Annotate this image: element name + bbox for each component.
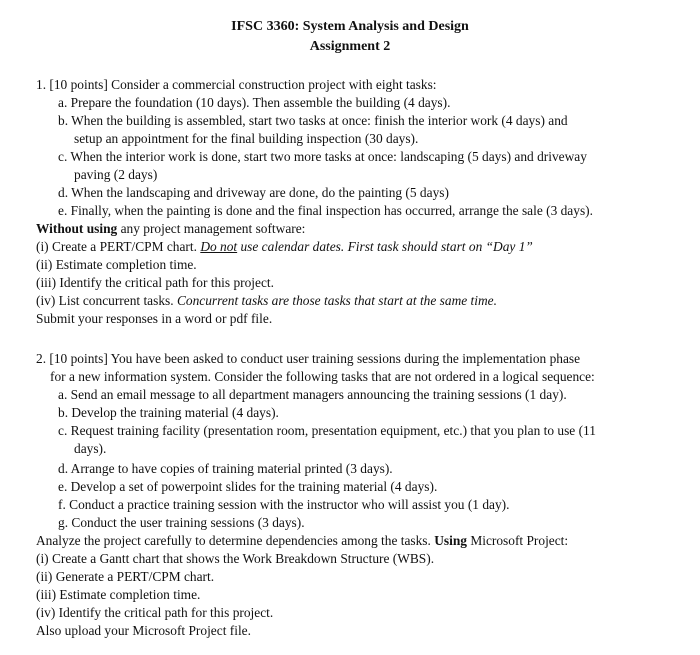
task-iv-italic: Concurrent tasks are those tasks that start at the same time.: [176, 293, 497, 308]
q2-task-i: (i) Create a Gantt chart that shows the Work Breakdown Structure (WBS).: [36, 551, 435, 566]
q2-item-d: d. Arrange to have copies of training material printed (3 days).: [58, 461, 393, 476]
q1-submit: Submit your responses in a word or pdf file.: [36, 311, 273, 326]
q2-item-g: g. Conduct the user training sessions (3 days).: [58, 515, 305, 530]
q2-task-iii: (iii) Estimate completion time.: [36, 587, 201, 602]
q2-item-c-cont: days).: [74, 441, 107, 456]
q2-item-f: f. Conduct a practice training session with the instructor who will assist you (1 day).: [58, 497, 510, 512]
task-i-italic: use calendar dates. First task should start on “Day 1”: [237, 239, 533, 254]
analyze-prefix: Analyze the project carefully to determine dependencies among the tasks.: [36, 533, 435, 548]
q1-task-ii: (ii) Estimate completion time.: [36, 257, 197, 272]
do-not-underlined: Do not: [200, 239, 238, 254]
q2-task-ii: (ii) Generate a PERT/CPM chart.: [36, 569, 215, 584]
analyze-using-bold: Using: [434, 533, 467, 548]
q1-without-using: [36, 220, 305, 238]
q1-intro: 1. [10 points] Consider a commercial construction project with eight tasks:: [36, 77, 437, 92]
task-iv-prefix: (iv) List concurrent tasks.: [36, 293, 177, 308]
course-title: IFSC 3360: System Analysis and Design: [231, 19, 469, 34]
q2-task-iv: (iv) Identify the critical path for this project.: [36, 605, 274, 620]
q2-intro: 2. [10 points] You have been asked to conduct user training sessions during the implementation phase: [36, 351, 581, 366]
q1-item-c-cont: paving (2 days): [74, 167, 158, 182]
q1-item-b-cont: setup an appointment for the final building inspection (30 days).: [74, 131, 419, 146]
q2-upload: Also upload your Microsoft Project file.: [36, 623, 251, 638]
q2-intro-cont: for a new information system. Consider the following tasks that are not ordered in a logical sequence:: [50, 369, 595, 384]
q2-item-e: e. Develop a set of powerpoint slides for the training material (4 days).: [58, 479, 438, 494]
analyze-rest: Microsoft Project:: [466, 533, 569, 548]
without-using-bold: Without using: [36, 221, 118, 236]
q1-item-d: d. When the landscaping and driveway are done, do the painting (5 days): [58, 185, 449, 200]
q1-item-c: c. When the interior work is done, start two more tasks at once: landscaping (5 days) and driveway: [58, 149, 587, 164]
q2-item-a: a. Send an email message to all department managers announcing the training sessions (1 day).: [58, 387, 567, 402]
without-using-rest: any project management software:: [117, 221, 306, 236]
task-i-prefix: (i) Create a PERT/CPM chart.: [36, 239, 201, 254]
q1-task-iii: (iii) Identify the critical path for this project.: [36, 275, 274, 290]
q2-analyze: [36, 532, 568, 550]
q2-item-c: c. Request training facility (presentation room, presentation equipment, etc.) that you plan to use (11: [58, 423, 596, 438]
assignment-title: Assignment 2: [309, 39, 391, 54]
q2-item-b: b. Develop the training material (4 days).: [58, 405, 279, 420]
q1-item-e: e. Finally, when the painting is done and the final inspection has occurred, arrange the sale (3 days).: [58, 203, 593, 218]
q1-item-b: b. When the building is assembled, start two tasks at once: finish the interior work (4 days) and: [58, 113, 568, 128]
q1-task-iv: [36, 292, 497, 310]
q1-item-a: a. Prepare the foundation (10 days). Then assemble the building (4 days).: [58, 95, 451, 110]
q1-task-i: [36, 238, 533, 256]
